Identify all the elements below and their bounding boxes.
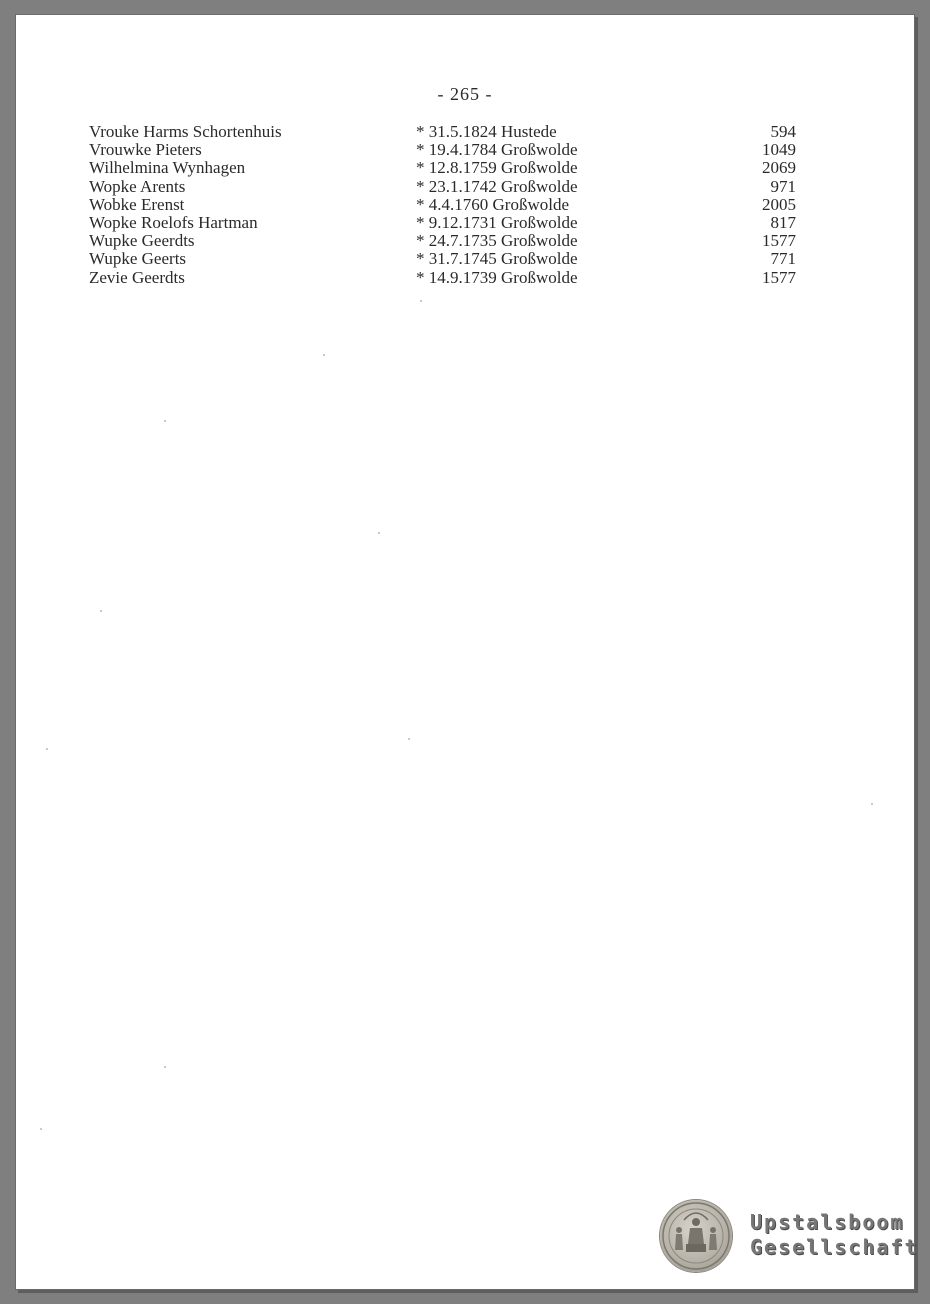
entry-reference-number: 1049 [762, 140, 796, 160]
entry-reference-number: 771 [770, 249, 796, 269]
entry-name: Wupke Geerts [89, 249, 187, 269]
logo-line-1: Upstalsboom [750, 1210, 905, 1234]
scan-speck [871, 803, 873, 805]
list-item [89, 159, 799, 177]
scan-speck [46, 748, 48, 750]
entry-reference-number: 1577 [762, 267, 796, 287]
scan-speck [40, 1128, 42, 1130]
scan-speck [164, 1066, 166, 1068]
scan-speck [378, 532, 380, 534]
list-item [89, 214, 799, 232]
entry-name: Zevie Geerdts [89, 267, 185, 287]
list-item [89, 269, 799, 287]
publisher-logo [658, 1198, 919, 1273]
entry-birth: * 31.5.1824 Hustede [416, 122, 557, 141]
entry-name: Wobke Erenst [89, 194, 185, 214]
entry-reference-number: 1577 [762, 231, 796, 251]
entry-birth: * 14.9.1739 Großwolde [416, 267, 578, 287]
entry-name: Wilhelmina Wynhagen [89, 158, 246, 178]
entry-name: Vrouke Harms Schortenhuis [89, 122, 282, 141]
entry-name: Wopke Arents [89, 176, 186, 196]
entry-birth: * 23.1.1742 Großwolde [416, 176, 578, 196]
entry-reference-number: 971 [770, 176, 796, 196]
entry-list [89, 123, 799, 287]
logo-wordmark [750, 1210, 919, 1260]
entry-birth: * 31.7.1745 Großwolde [416, 249, 578, 269]
entry-birth: * 24.7.1735 Großwolde [416, 231, 578, 251]
entry-name: Wopke Roelofs Hartman [89, 212, 258, 232]
list-item [89, 123, 799, 141]
entry-name: Vrouwke Pieters [89, 140, 202, 160]
entry-reference-number: 2005 [762, 194, 796, 214]
list-item [89, 250, 799, 268]
entry-birth: * 19.4.1784 Großwolde [416, 140, 578, 160]
entry-birth: * 9.12.1731 Großwolde [416, 212, 578, 232]
scan-speck [408, 738, 410, 740]
scan-speck [323, 354, 325, 356]
entry-reference-number: 594 [770, 122, 796, 141]
seal-icon [660, 1200, 732, 1272]
entry-birth: * 12.8.1759 Großwolde [416, 158, 578, 178]
page-number: - 265 - [437, 84, 493, 104]
entry-name: Wupke Geerdts [89, 231, 195, 251]
scan-speck [100, 610, 102, 612]
entry-reference-number: 2069 [762, 158, 796, 178]
entry-reference-number: 817 [770, 212, 796, 232]
list-item [89, 196, 799, 214]
scan-speck [420, 300, 422, 302]
scan-speck [164, 420, 166, 422]
entry-birth: * 4.4.1760 Großwolde [416, 194, 569, 214]
logo-line-2: Gesellschaft [750, 1235, 919, 1259]
list-item [89, 141, 799, 159]
list-item [89, 178, 799, 196]
list-item [89, 232, 799, 250]
